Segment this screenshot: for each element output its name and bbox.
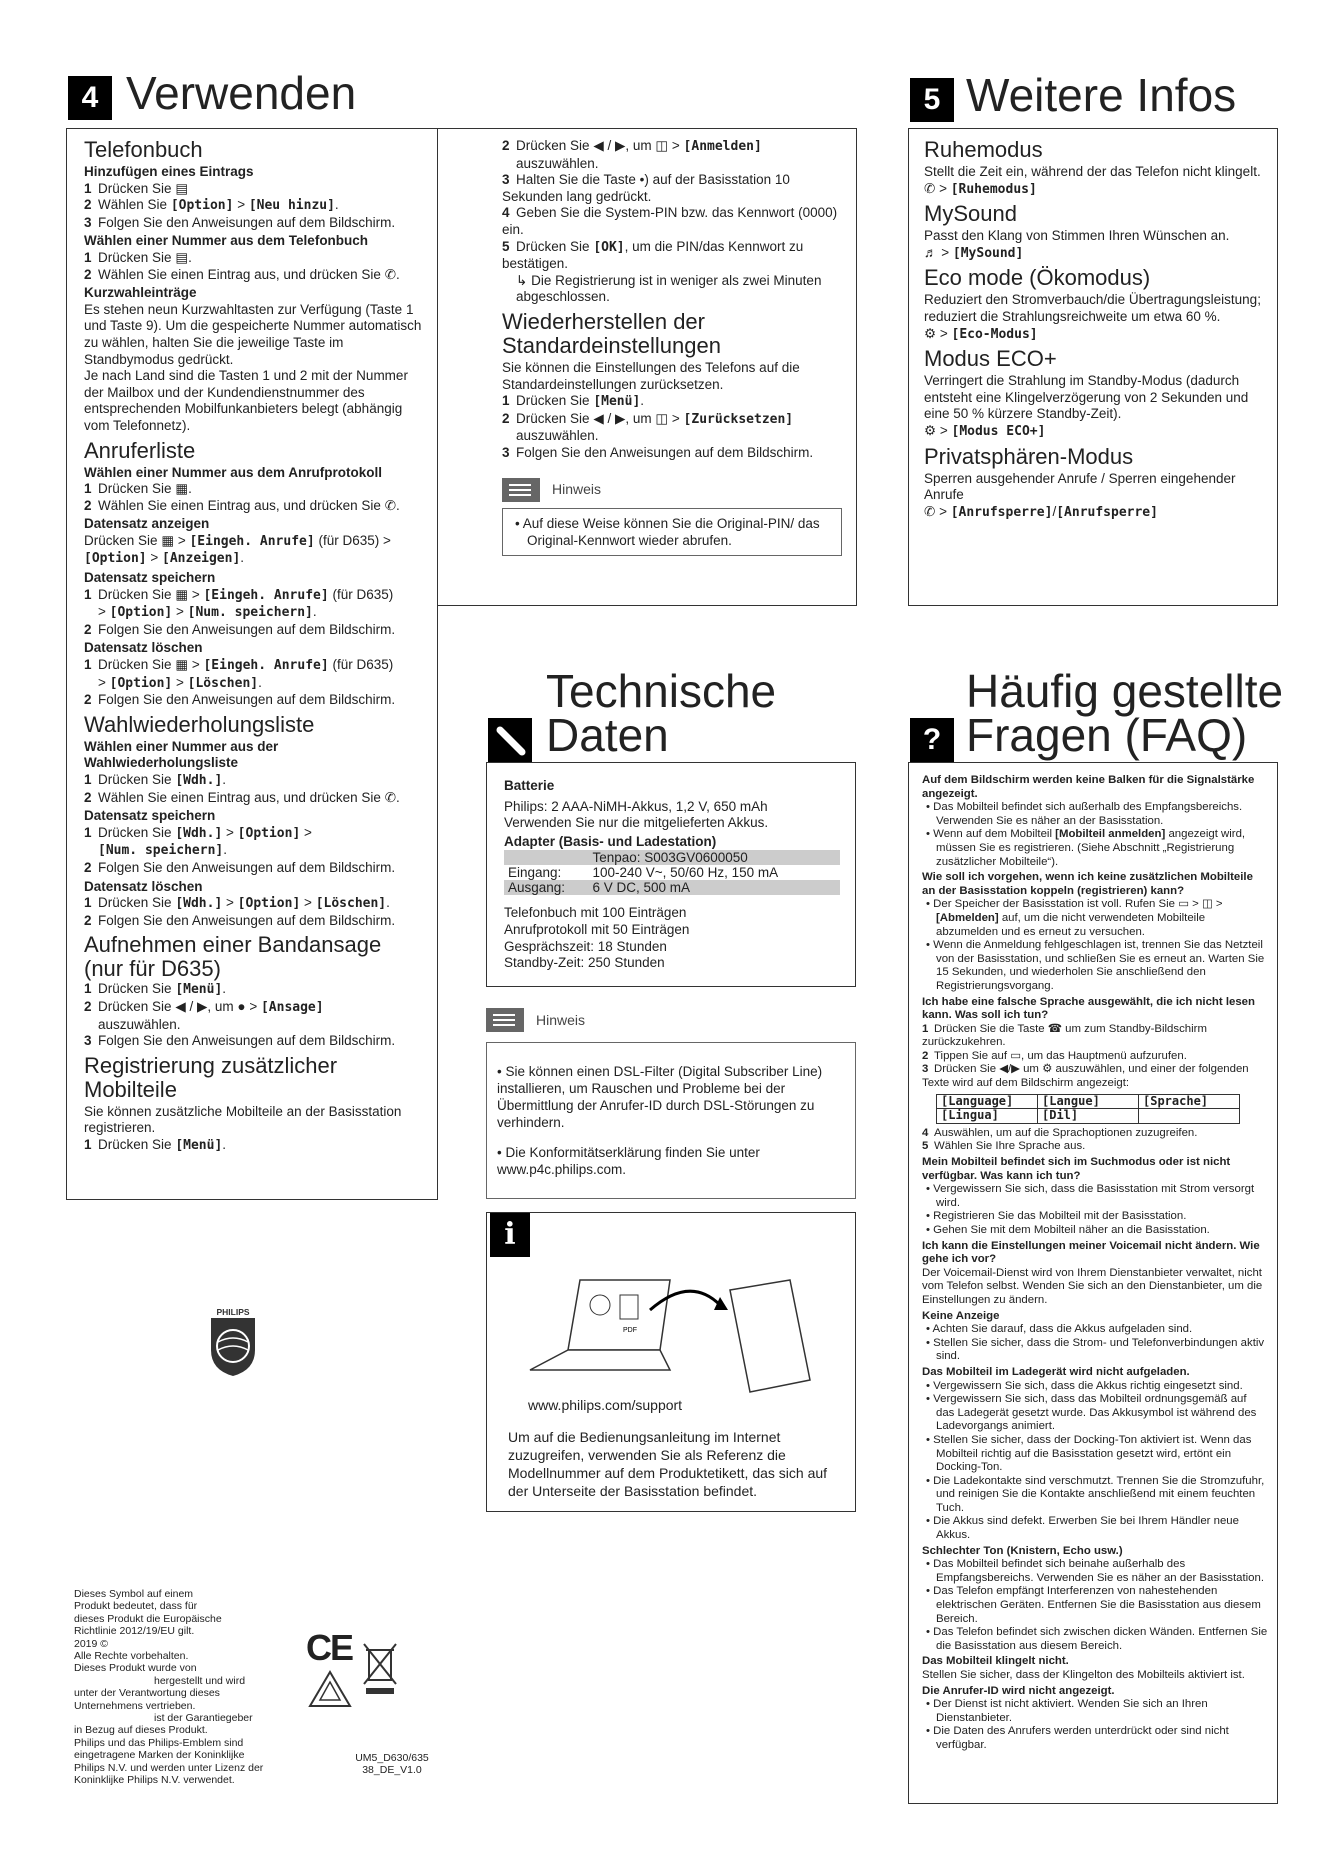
legal-line: Richtlinie 2012/19/EU gilt.: [74, 1625, 195, 1638]
faq-question: Die Anrufer-ID wird nicht angezeigt.: [922, 1684, 1115, 1697]
ce-mark-icon: CE: [306, 1627, 353, 1668]
bullet: • Registrieren Sie das Mobilteil mit der Basisstation.: [926, 1210, 1187, 1223]
menu-path: ✆ > [Anrufsperre]/[Anrufsperre]: [924, 503, 1158, 520]
section-number: 5: [910, 78, 954, 122]
heading-registrierung: Registrierung zusätzlicher Mobilteile: [84, 1052, 338, 1102]
bullet: • Sie können einen DSL-Filter (Digital Subscriber Line) installieren, um Rauschen und Probleme bei der Übermittlung der Anrufer-ID durch DSL-Störungen zu verhindern.: [497, 1063, 823, 1130]
legal-line: Philips N.V. und werden unter Lizenz der: [74, 1761, 264, 1774]
legal-line: dieses Produkt die Europäische: [74, 1612, 222, 1625]
step: 1 Drücken Sie [Wdh.] > [Option] > [Löschen].: [84, 895, 390, 912]
step: 1 Drücken Sie ▤.: [84, 249, 192, 265]
paragraph: Stellen Sie sicher, dass der Klingelton des Mobilteils aktiviert ist.: [922, 1669, 1245, 1681]
bullet: • Wenn auf dem Mobilteil [Mobilteil anmelden] angezeigt wird, müssen Sie es registrieren. (Siehe Abschnitt „Registrierung zusätzlicher Mobilteile“).: [926, 828, 1246, 868]
paragraph: Je nach Land sind die Tasten 1 und 2 mit der Nummer der Mailbox und der Kundendienstnummer des entsprechenden Mobilfunkanbieters belegt (abhängig vom Telefonnetz).: [84, 368, 408, 433]
legal-line: Alle Rechte vorbehalten.: [74, 1650, 189, 1663]
bullet: • Die Daten des Anrufers werden unterdrückt oder sind nicht verfügbar.: [926, 1725, 1229, 1751]
subheading: Adapter (Basis- und Ladestation): [504, 833, 717, 849]
step: 4 Geben Sie die System-PIN bzw. das Kennwort (0000) ein.: [502, 205, 838, 237]
tech-title-line2: Daten: [546, 709, 669, 761]
bullet: • Vergewissern Sie sich, dass die Akkus richtig eingesetzt sind.: [926, 1379, 1243, 1392]
table-row: Tenpao: S003GV0600050: [504, 850, 840, 865]
faq-question: Wie soll ich vorgehen, wenn ich keine zusätzlichen Mobilteile an der Basisstation koppeln (registrieren) kann?: [922, 871, 1253, 897]
step-result: ↳ Die Registrierung ist in weniger als zwei Minuten abgeschlossen.: [516, 272, 822, 305]
step: 2 Drücken Sie ◀ / ▶, um ◫ > [Anmelden]: [502, 138, 762, 154]
settings-icon: ⚙: [924, 325, 937, 341]
note-icon: [502, 478, 540, 502]
bullet: • Auf diese Weise können Sie die Original-PIN/ das Original-Kennwort wieder abrufen.: [515, 515, 820, 548]
legal-text: [74, 1588, 274, 1787]
note: [502, 478, 842, 556]
phonebook-icon: ▤: [175, 180, 189, 196]
paragraph: Telefonbuch mit 100 Einträgen: [504, 905, 687, 921]
legal-line: Dieses Produkt wurde von: [74, 1662, 197, 1675]
bullet: • Der Dienst ist nicht aktiviert. Wenden Sie sich an Ihren Dienstanbieter.: [926, 1698, 1208, 1724]
legal-line: hergestellt und wird: [154, 1674, 246, 1687]
legal-line: ist der Garantiegeber: [154, 1712, 253, 1725]
step: 3 Folgen Sie den Anweisungen auf dem Bildschirm.: [84, 1033, 396, 1049]
menu-key-icon: ▭: [1178, 898, 1189, 911]
sound-icon: ♬: [924, 244, 938, 260]
answering-machine-icon: ●: [237, 998, 246, 1014]
language-table: [936, 1094, 1240, 1124]
end-call-icon: ☎: [1047, 1022, 1062, 1035]
subheading: Datensatz speichern: [84, 570, 216, 586]
heading-reset: Wiederherstellen der Standardeinstellungen: [502, 308, 721, 358]
faq-question: Auf dem Bildschirm werden keine Balken für die Signalstärke angezeigt.: [922, 774, 1255, 800]
handset-icon: ✆: [924, 503, 936, 519]
heading-ruhemodus: Ruhemodus: [924, 137, 1043, 162]
step: 1 Drücken Sie ▦ > [Eingeh. Anrufe] (für D635): [84, 586, 394, 603]
step: 1 Drücken Sie [Wdh.] > [Option] >: [84, 824, 312, 841]
bullet: • Die Ladekontakte sind verschmutzt. Trennen Sie die Stromzufuhr, und reinigen Sie die Kontakte anschließend mit einem feuchten Tuch.: [926, 1474, 1265, 1514]
step: 1 Drücken Sie [Menü].: [84, 981, 227, 998]
section-5-column: [924, 134, 1264, 521]
section-number: 4: [68, 76, 112, 120]
paragraph: Gesprächszeit: 18 Stunden: [504, 938, 667, 954]
adapter-table: [504, 850, 840, 895]
svg-text:PDF: PDF: [623, 1327, 637, 1334]
faq-title-line2: Fragen (FAQ): [966, 709, 1248, 761]
heading-telefonbuch: Telefonbuch: [84, 137, 203, 162]
nav-right-icon: ▶: [1011, 1063, 1020, 1076]
subheading: Wählen einer Nummer aus dem Anrufprotokoll: [84, 464, 383, 480]
faq-question: Das Mobilteil klingelt nicht.: [922, 1655, 1069, 1668]
heading-ecoplus: Modus ECO+: [924, 346, 1057, 372]
support-url[interactable]: www.philips.com/support: [528, 1397, 683, 1413]
settings-icon: ⚙: [1042, 1063, 1053, 1076]
bullet: • Vergewissern Sie sich, dass die Basisstation mit Strom versorgt wird.: [926, 1183, 1255, 1209]
weee-bin-icon: [362, 1640, 398, 1696]
tech-title-line1: Technische: [546, 665, 777, 717]
paragraph: Es stehen neun Kurzwahltasten zur Verfügung (Taste 1 und Taste 9). Um die gespeicherte Nummer automatisch zu wählen, halten Sie die jeweilige Taste im Standbymodus gedrückt.: [84, 301, 422, 367]
bullet: • Der Speicher der Basisstation ist voll. Rufen Sie ▭ > ◫ > [Abmelden] auf, um die nicht verwendeten Mobilteile abzumelden und es erneut zu versuchen.: [926, 898, 1223, 938]
note-box: [502, 508, 842, 556]
step-continued: auszuwählen.: [516, 155, 599, 171]
step-continued: [Num. speichern].: [98, 842, 227, 859]
step: 2 Drücken Sie ◀ / ▶, um ◫ > [Zurücksetzen]: [502, 410, 794, 427]
paragraph: Sie können zusätzliche Mobilteile an der Basisstation registrieren.: [84, 1103, 402, 1136]
step: 2 Wählen Sie einen Eintrag aus, und drücken Sie ✆.: [84, 497, 400, 513]
section-title: Verwenden: [126, 67, 357, 119]
step: 2 Wählen Sie einen Eintrag aus, und drücken Sie ✆.: [84, 789, 400, 805]
note-box: [486, 1042, 856, 1199]
faq-question: Ich habe eine falsche Sprache ausgewählt, die ich nicht lesen kann. Was soll ich tun?: [922, 995, 1255, 1022]
section-title: Weitere Infos: [966, 69, 1237, 121]
doc-code-line: UM5_D630/635: [355, 1752, 429, 1764]
heading-anruferliste: Anruferliste: [84, 437, 196, 463]
menu-path: ⚙ > [Eco-Modus]: [924, 325, 1038, 342]
legal-line: Dieses Symbol auf einem: [74, 1588, 194, 1600]
tech-note: [486, 1008, 856, 1199]
step-continued: auszuwählen.: [98, 1016, 181, 1032]
step: 2 Folgen Sie den Anweisungen auf dem Bildschirm.: [84, 621, 396, 637]
heading-ansage: Aufnehmen einer Bandansage (nur für D635): [84, 932, 382, 982]
paragraph: Standby-Zeit: 250 Stunden: [504, 955, 665, 971]
menu-path: ♬ > [MySound]: [924, 244, 1024, 261]
result-arrow-icon: ↳: [516, 272, 528, 288]
faq-icon: ?: [910, 718, 954, 762]
step: 1 Drücken Sie ▦.: [84, 481, 192, 497]
recycle-icon: [306, 1668, 354, 1712]
bullet: • Die Akkus sind defekt. Erwerben Sie bei Ihrem Händler neue Akkus.: [926, 1515, 1239, 1542]
paragraph: Der Voicemail-Dienst wird von Ihrem Dienstanbieter verwaltet, nicht vom Telefon selbst. Wenden Sie sich an den Dienstanbieter, um die Einstellungen zu ändern.: [922, 1266, 1263, 1306]
tech-content: [504, 776, 840, 972]
step: 1 Drücken Sie die Taste ☎ um zum Standby-Bildschirm zurückzukehren.: [922, 1022, 1207, 1049]
note-label: Hinweis: [536, 1012, 586, 1028]
phonebook-icon: ▤: [175, 249, 189, 265]
subheading: Datensatz anzeigen: [84, 516, 210, 532]
menu-path: ⚙ > [Modus ECO+]: [924, 422, 1046, 439]
wrench-icon: [488, 718, 532, 762]
bullet: • Die Konformitätserklärung finden Sie unter www.p4c.philips.com.: [497, 1145, 760, 1177]
bullet: • Achten Sie darauf, dass die Akkus aufgeladen sind.: [926, 1323, 1193, 1336]
legal-line: in Bezug auf dieses Produkt.: [74, 1724, 208, 1737]
step: 2 Tippen Sie auf ▭, um das Hauptmenü aufzurufen.: [922, 1049, 1187, 1062]
paragraph: Anrufprotokoll mit 50 Einträgen: [504, 921, 690, 937]
subheading: Wählen einer Nummer aus der Wahlwiederholungsliste: [84, 738, 279, 771]
step: 2 Wählen Sie einen Eintrag aus, und drücken Sie ✆.: [84, 266, 400, 282]
step: 2 Drücken Sie ◀ / ▶, um ● > [Ansage]: [84, 998, 324, 1015]
paragraph: Verringert die Strahlung im Standby-Modus (dadurch entsteht eine Klingelverzögerung von 2 Sekunden und eine 50 % kürzere Standby-Zeit).: [924, 373, 1249, 422]
legal-line: Produkt bedeutet, dass für: [74, 1600, 198, 1613]
step: 2 Folgen Sie den Anweisungen auf dem Bildschirm.: [84, 692, 396, 708]
step: 1 Drücken Sie [Wdh.].: [84, 772, 227, 788]
legal-line: 2019 ©: [74, 1637, 109, 1650]
step-continued: > [Option] > [Löschen].: [98, 674, 262, 691]
heading-mysound: MySound: [924, 201, 1017, 227]
nav-left-icon: ◀: [593, 410, 604, 426]
paragraph: Um auf die Bedienungsanleitung im Internet zuzugreifen, verwenden Sie als Referenz die Modellnummer auf dem Produktetikett, das sich auf der Unterseite der Basisstation befindet.: [508, 1429, 828, 1499]
step: 2 Wählen Sie [Option] > [Neu hinzu].: [84, 197, 339, 214]
paragraph: Reduziert den Stromverbauch/die Übertragungsleistung; reduziert die Strahlungsreichweite um etwa 60 %.: [924, 292, 1261, 324]
legal-line: Unternehmens vertrieben.: [74, 1699, 196, 1712]
heading-privacy: Privatsphären-Modus: [924, 443, 1134, 469]
bullet: • Gehen Sie mit dem Mobilteil näher an die Basisstation.: [926, 1224, 1210, 1236]
subheading: Hinzufügen eines Eintrags: [84, 164, 254, 179]
table-row: Ausgang: 6 V DC, 500 mA: [504, 880, 840, 895]
document-code: [332, 1752, 452, 1777]
faq-question: Mein Mobilteil befindet sich im Suchmodus oder ist nicht verfügbar. Was kann ich tun?: [922, 1156, 1231, 1182]
bullet: • Das Telefon empfängt Interferenzen von nahestehenden elektrischen Geräten. Entfernen Sie die Basisstation aus diesem Bereich.: [926, 1585, 1261, 1625]
bullet: • Stellen Sie sicher, dass die Strom- und Telefonverbindungen aktiv sind.: [926, 1336, 1265, 1363]
handset-settings-icon: ◫: [655, 138, 669, 153]
step: 1 Drücken Sie [Menü].: [502, 393, 645, 410]
step: 3 Halten Sie die Taste •) auf der Basisstation 10 Sekunden lang gedrückt.: [502, 172, 790, 204]
subheading: Datensatz löschen: [84, 878, 203, 894]
step: 3 Drücken Sie ◀/▶ um ⚙ auszuwählen, und einer der folgenden Texte wird auf dem Bildschirm angezeigt:: [922, 1063, 1249, 1090]
paragraph: Sie können die Einstellungen des Telefons auf die Standardeinstellungen zurücksetzen.: [502, 359, 800, 392]
faq-question: Keine Anzeige: [922, 1309, 1000, 1322]
nav-right-icon: ▶: [197, 998, 208, 1014]
bullet: • Das Telefon befindet sich zwischen dicken Wänden. Entfernen Sie die Basisstation aus diesem Bereich.: [926, 1626, 1268, 1652]
subheading: Datensatz speichern: [84, 808, 216, 824]
step: 2 Folgen Sie den Anweisungen auf dem Bildschirm.: [84, 859, 396, 875]
bullet: • Vergewissern Sie sich, dass das Mobilteil ordnungsgemäß auf das Ladegerät gesetzt wurde. Das Akkusymbol ist während des Ladevorgangs animiert.: [926, 1393, 1257, 1433]
nav-left-icon: ◀: [593, 138, 604, 153]
step: 3 Folgen Sie den Anweisungen auf dem Bildschirm.: [84, 214, 396, 230]
call-icon: ✆: [384, 497, 397, 513]
faq-question: Das Mobilteil im Ladegerät wird nicht aufgeladen.: [922, 1365, 1190, 1378]
handset-settings-icon: ◫: [1201, 898, 1213, 911]
subheading: Kurzwahleinträge: [84, 285, 197, 301]
subheading: Batterie: [504, 778, 555, 793]
step: 1 Drücken Sie ▦ > [Eingeh. Anrufe] (für D635): [84, 657, 394, 674]
paragraph: Verwenden Sie nur die mitgelieferten Akkus.: [504, 815, 769, 831]
note-label: Hinweis: [552, 481, 602, 498]
step: 1 Drücken Sie [Menü].: [84, 1136, 227, 1153]
paragraph: Passt den Klang von Stimmen Ihren Wünschen an.: [924, 228, 1230, 244]
note-icon: [486, 1008, 524, 1032]
faq-question: Schlechter Ton (Knistern, Echo usw.): [922, 1544, 1123, 1557]
call-icon: ✆: [384, 789, 397, 805]
paging-icon: •): [639, 172, 649, 188]
call-icon: ✆: [384, 266, 397, 282]
call-log-icon: ▦: [161, 532, 175, 548]
section-4-column-1: [84, 134, 424, 1155]
menu-path: ✆ > [Ruhemodus]: [924, 180, 1037, 197]
step: 5 Drücken Sie [OK], um die PIN/das Kennwort zu bestätigen.: [502, 238, 804, 272]
call-log-icon: ▦: [175, 481, 189, 497]
step: 5 Wählen Sie Ihre Sprache aus.: [922, 1140, 1086, 1153]
call-log-icon: ▦: [175, 657, 189, 673]
heading-wahlwiederholung: Wahlwiederholungsliste: [84, 711, 315, 737]
nav-right-icon: ▶: [614, 410, 626, 426]
section-4-column-2: [502, 138, 842, 556]
nav-left-icon: ◀: [999, 1063, 1008, 1076]
step: 2 Folgen Sie den Anweisungen auf dem Bildschirm.: [84, 912, 396, 928]
philips-logo: [208, 1306, 258, 1378]
legal-line: unter der Verantwortung dieses: [74, 1687, 220, 1700]
handset-icon: ✆: [924, 180, 936, 196]
nav-left-icon: ◀: [175, 998, 186, 1014]
handset-settings-icon: ◫: [655, 410, 669, 426]
svg-text:PHILIPS: PHILIPS: [216, 1307, 250, 1317]
settings-icon: ⚙: [924, 422, 937, 438]
legal-line: Koninklijke Philips N.V. verwendet.: [74, 1774, 235, 1787]
paragraph: Sperren ausgehender Anrufe / Sperren eingehender Anrufe: [924, 470, 1236, 503]
menu-key-icon: ▭: [1010, 1049, 1021, 1062]
legal-line: eingetragene Marken der Koninklijke: [74, 1749, 245, 1762]
step: 3 Folgen Sie den Anweisungen auf dem Bildschirm.: [502, 444, 814, 460]
faq-question: Ich kann die Einstellungen meiner Voicemail nicht ändern. Wie gehe ich vor?: [922, 1239, 1260, 1266]
legal-line: Philips und das Philips-Emblem sind: [74, 1736, 244, 1749]
table-row: Eingang: 100-240 V~, 50/60 Hz, 150 mA: [508, 865, 779, 881]
step: 4 Auswählen, um auf die Sprachoptionen zuzugreifen.: [922, 1126, 1198, 1139]
faq-title-line1: Häufig gestellte: [966, 665, 1284, 717]
step-continued: > [Option] > [Num. speichern].: [98, 604, 317, 621]
paragraph: Philips: 2 AAA-NiMH-Akkus, 1,2 V, 650 mAh: [504, 798, 768, 814]
step: 1 Drücken Sie ▤: [84, 180, 189, 196]
paragraph: Stellt die Zeit ein, während der das Telefon nicht klingelt.: [924, 164, 1261, 179]
bullet: • Wenn die Anmeldung fehlgeschlagen ist, trennen Sie das Netzteil von der Basisstation, und schließen Sie es erneut an. Warten Sie 15 Sekunden, und wiederholen Sie anschließend den Registrierungsvorgang.: [926, 939, 1265, 992]
step-continued: auszuwählen.: [516, 428, 599, 444]
nav-right-icon: ▶: [614, 138, 626, 153]
table-row: [Language] [Langue] [Sprache]: [937, 1094, 1240, 1109]
faq-content: [922, 772, 1268, 1753]
paragraph: Drücken Sie ▦ > [Eingeh. Anrufe] (für D635) > [Option] > [Anzeigen].: [84, 532, 391, 567]
info-content: [508, 1396, 840, 1500]
subheading: Wählen einer Nummer aus dem Telefonbuch: [84, 233, 369, 249]
info-icon: i: [490, 1213, 530, 1257]
table-row: [Lingua] [Dil]: [937, 1109, 1240, 1124]
doc-code-line: 38_DE_V1.0: [362, 1764, 422, 1777]
bullet: • Stellen Sie sicher, dass der Docking-Ton aktiviert ist. Wenn das Mobilteil richtig auf die Basisstation gesetzt wird, ertönt ein Docking-Ton.: [926, 1433, 1252, 1474]
call-log-icon: ▦: [175, 586, 189, 602]
subheading: Datensatz löschen: [84, 640, 203, 656]
bullet: • Das Mobilteil befindet sich außerhalb des Empfangsbereichs. Verwenden Sie es näher an der Basisstation.: [926, 801, 1243, 827]
bullet: • Das Mobilteil befindet sich beinahe außerhalb des Empfangsbereichs. Verwenden Sie es näher an der Basisstation.: [926, 1558, 1264, 1584]
laptop-manual-illustration: [520, 1270, 820, 1400]
heading-eco: Eco mode (Ökomodus): [924, 265, 1151, 291]
